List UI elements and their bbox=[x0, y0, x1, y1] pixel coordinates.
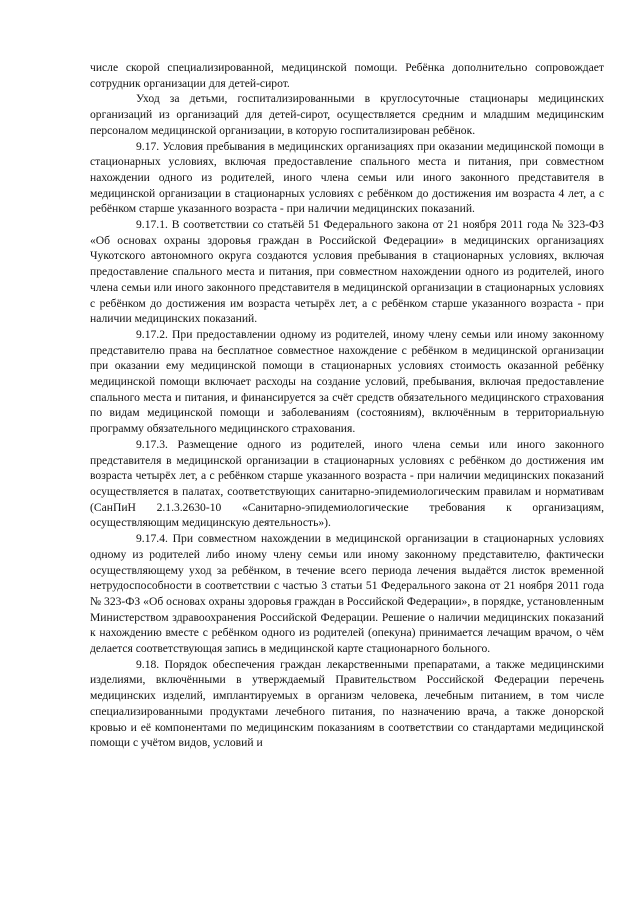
paragraph-continuation: числе скорой специализированной, медицинской помощи. Ребёнка дополнительно сопровождает сотрудник организации для детей-сирот. bbox=[90, 61, 604, 90]
paragraph-9-17: 9.17. Условия пребывания в медицинских организациях при оказании медицинской помощи в стационарных условиях, включая предоставление спального места и питания, при совместном нахождении одного из родителей, иного члена семьи или иного законного представителя в медицинской организации в стационарных условиях с ребёнком до достижения им возраста 4 лет, а с ребёнком старше указанного возраста - при наличии медицинских показаний. bbox=[90, 139, 604, 216]
paragraph-9-17-4: 9.17.4. При совместном нахождении в медицинской организации в стационарных условиях одному из родителей либо иному члену семьи или иному законному представителю, фактически осуществляющему уход за ребёнком, в течение всего периода лечения выдаётся листок временной нетрудоспособности в соответствии с частью 3 статьи 51 Федерального закона от 21 ноября 2011 года № 323-ФЗ «Об основах охраны здоровья граждан в Российской Федерации», в порядке, установленным Министерством здравоохранения Российской Федерации. Решение о наличии медицинских показаний к нахождению вместе с ребёнком одного из родителей (опекуна) принимается лечащим врачом, о чём делается соответствующая запись в медицинской карте стационарного больного. bbox=[90, 532, 604, 656]
paragraph-9-17-1: 9.17.1. В соответствии со статьёй 51 Федерального закона от 21 ноября 2011 года № 323-ФЗ «Об основах охраны здоровья граждан в Российской Федерации» в медицинских организациях Чукотского автономного округа создаются условия пребывания в стационарных условиях, включая предоставление спального места и питания, при совместном нахождении одного из родителей, иного члена семьи или иного законного представителя в медицинской организации в стационарных условиях с ребёнком до достижения им возраста четырёх лет, а с ребёнком старше указанного возраста - при наличии медицинских показаний. bbox=[90, 218, 604, 326]
document-page bbox=[90, 60, 604, 751]
paragraph-9-18: 9.18. Порядок обеспечения граждан лекарственными препаратами, а также медицинскими изделиями, включёнными в утверждаемый Правительством Российской Федерации перечень медицинских изделий, имплантируемых в организм человека, лечебным питанием, в том числе специализированными продуктами лечебного питания, по назначению врача, а также донорской кровью и её компонентами по медицинским показаниям в соответствии со стандартами медицинской помощи с учётом видов, условий и bbox=[90, 657, 604, 750]
paragraph-9-17-2: 9.17.2. При предоставлении одному из родителей, иному члену семьи или иному законному представителю права на бесплатное совместное нахождение с ребёнком в медицинской организации при оказании ему медицинской помощи в стационарных условиях стоимость оказанной ребёнку медицинской помощи включает расходы на создание условий, пребывания, включая предоставление спального места и питания, и финансируется за счёт средств обязательного медицинского страхования по видам медицинской помощи и заболеваниям (состояниям), включённым в территориальную программу обязательного медицинского страхования. bbox=[90, 327, 604, 436]
paragraph-9-17-3: 9.17.3. Размещение одного из родителей, иного члена семьи или иного законного представителя в медицинской организации в стационарных условиях с ребёнком до достижения им возраста четырёх лет, а с ребёнком старше указанного возраста - при наличии медицинских показаний осуществляется в палатах, соответствующих санитарно-эпидемиологическим правилам и нормативам (СанПиН 2.1.3.2630-10 «Санитарно-эпидемиологические требования к организациям, осуществляющим медицинскую деятельность»). bbox=[90, 437, 604, 530]
paragraph-care-of-children: Уход за детьми, госпитализированными в круглосуточные стационары медицинских организаций из организаций для детей-сирот, осуществляется средним и младшим медицинским персоналом медицинской организации, в которую госпитализирован ребёнок. bbox=[90, 92, 604, 137]
